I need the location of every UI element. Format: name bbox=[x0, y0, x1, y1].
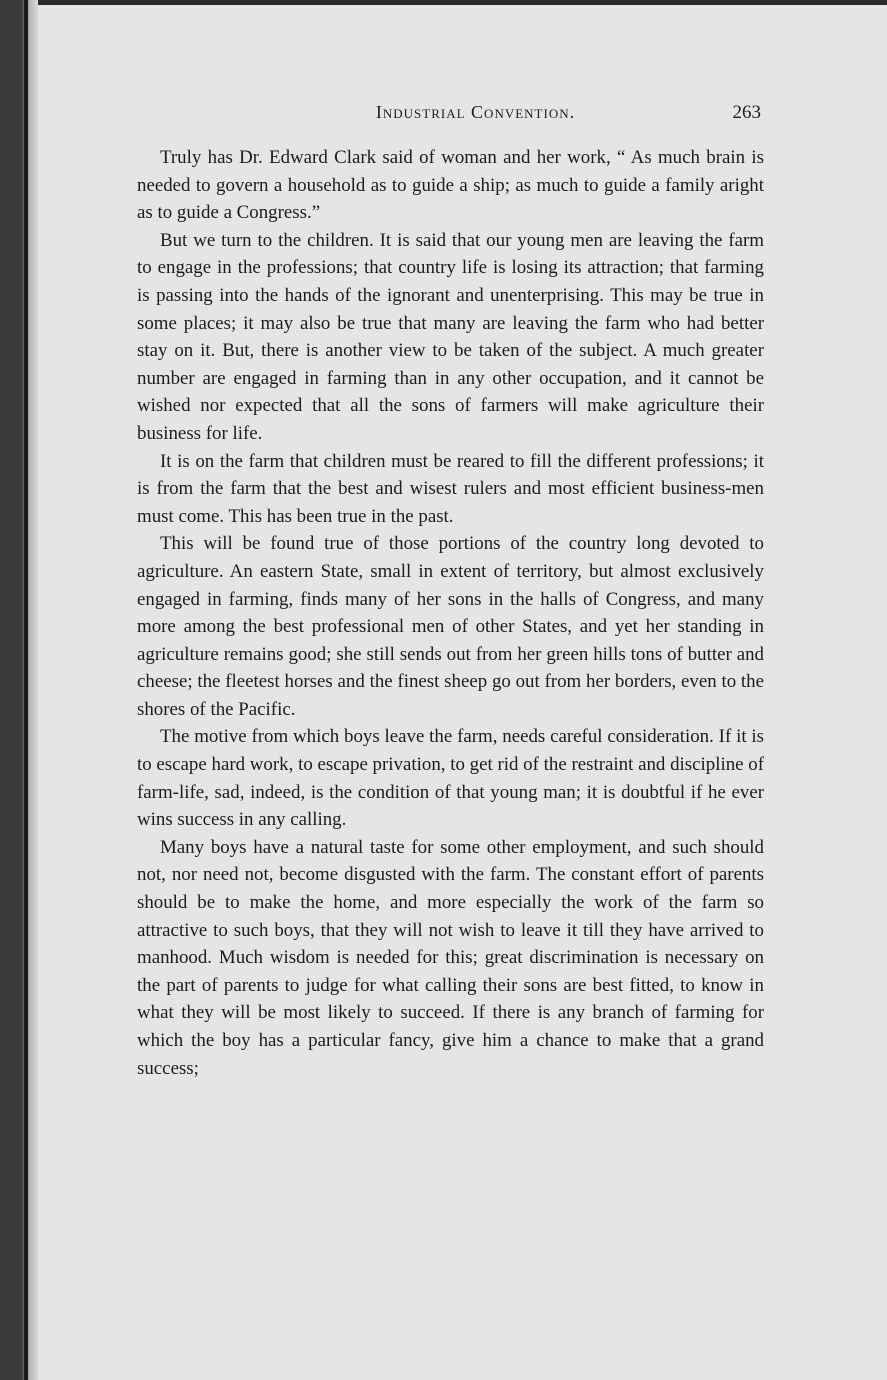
paragraph: The motive from which boys leave the farm, needs careful consideration. If it is to escape hard work, to escape privation, to get rid of the restraint and discipline of farm-life, sad, indeed, is the condition of that young man; it is doubtful if he ever wins success in any calling. bbox=[137, 726, 764, 831]
running-head bbox=[137, 100, 764, 130]
paragraph: This will be found true of those portions of the country long devoted to agriculture. An eastern State, small in extent of territory, but almost exclusively engaged in farming, finds many of her sons in the halls of Congress, and many more among the best professional men of other States, and yet her standing in agriculture remains good; she still sends out from her green hills tons of butter and cheese; the fleetest horses and the finest sheep go out from her borders, even to the shores of the Pacific. bbox=[137, 533, 764, 720]
paragraph: But we turn to the children. It is said that our young men are leaving the farm to engage in the professions; that country life is losing its attraction; that farming is passing into the hands of the ignorant and unenterprising. This may be true in some places; it may also be true that many are leaving the farm who had better stay on it. But, there is another view to be taken of the subject. A much greater number are engaged in farming than in any other occupation, and it cannot be wished nor expected that all the sons of farmers will make agriculture their business for life. bbox=[137, 229, 764, 444]
running-title: Industrial Convention. bbox=[375, 102, 576, 122]
binding-line bbox=[24, 0, 28, 1380]
book-page bbox=[137, 100, 764, 1082]
paragraph: It is on the farm that children must be reared to fill the different professions; it is from the farm that the best and wisest rulers and most efficient business-men must come. This has been true in the past. bbox=[137, 450, 764, 527]
book-binding-edge bbox=[0, 0, 38, 1380]
page-number: 263 bbox=[732, 102, 761, 123]
page-top-edge bbox=[0, 0, 887, 5]
paragraph: Truly has Dr. Edward Clark said of woman and her work, “ As much brain is needed to govern a household as to guide a ship; as much to guide a family aright as to guide a Congress.” bbox=[137, 147, 764, 224]
paragraph: Many boys have a natural taste for some other employment, and such should not, nor need not, become disgusted with the farm. The constant effort of parents should be to make the home, and more especially the work of the farm so attractive to such boys, that they will not wish to leave it till they have arrived to manhood. Much wisdom is needed for this; great discrimination is necessary on the part of parents to judge for what calling their sons are best fitted, to know in what they will be most likely to succeed. If there is any branch of farming for which the boy has a particular fancy, give him a chance to make that a grand success; bbox=[137, 836, 764, 1079]
